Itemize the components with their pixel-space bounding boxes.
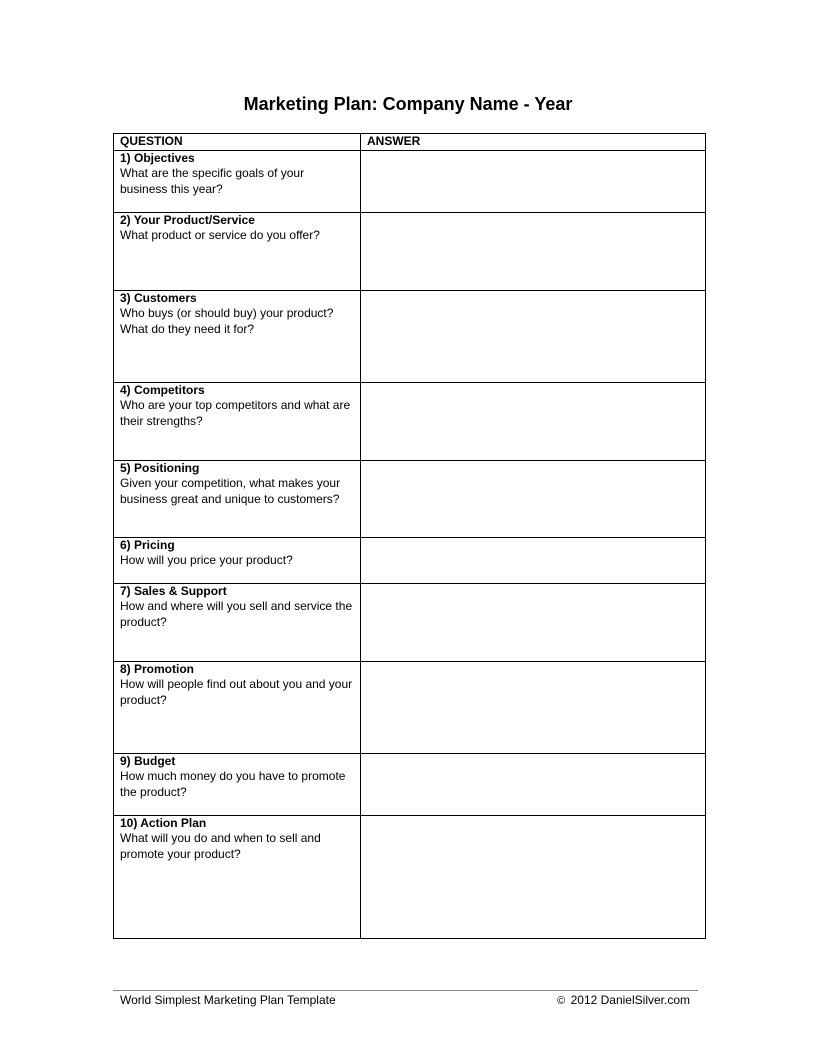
question-cell xyxy=(114,290,361,382)
table-row xyxy=(114,753,706,815)
question-cell xyxy=(114,583,361,661)
question-text: What product or service do you offer? xyxy=(120,228,320,242)
question-cell xyxy=(114,815,361,938)
answer-cell[interactable] xyxy=(361,661,706,753)
question-text: Who buys (or should buy) your product? What do they need it for? xyxy=(120,306,334,336)
question-text: Who are your top competitors and what are their strengths? xyxy=(120,398,351,428)
question-text: How will you price your product? xyxy=(120,553,293,567)
table-row xyxy=(114,382,706,460)
question-text: How and where will you sell and service the product? xyxy=(120,599,353,629)
question-cell xyxy=(114,661,361,753)
question-title: 4) Competitors xyxy=(120,382,205,397)
table-row xyxy=(114,290,706,382)
question-column-header: QUESTION xyxy=(114,134,361,151)
question-title: 5) Positioning xyxy=(120,460,200,475)
question-text: What are the specific goals of your business this year? xyxy=(120,166,305,196)
question-title: 2) Your Product/Service xyxy=(120,212,255,227)
question-title: 3) Customers xyxy=(120,290,197,305)
question-cell xyxy=(114,537,361,583)
table-row xyxy=(114,583,706,661)
answer-cell[interactable] xyxy=(361,460,706,537)
answer-cell[interactable] xyxy=(361,537,706,583)
answer-cell[interactable] xyxy=(361,753,706,815)
answer-cell[interactable] xyxy=(361,583,706,661)
table-row xyxy=(114,460,706,537)
question-text: How much money do you have to promote the product? xyxy=(120,769,346,799)
answer-cell[interactable] xyxy=(361,212,706,290)
answer-cell[interactable] xyxy=(361,382,706,460)
marketing-plan-table xyxy=(113,133,706,939)
question-title: 9) Budget xyxy=(120,753,176,768)
answer-cell[interactable] xyxy=(361,290,706,382)
page-title: Marketing Plan: Company Name - Year xyxy=(243,94,573,114)
footer-copyright xyxy=(557,993,690,1007)
footer-copyright-text: 2012 DanielSilver.com xyxy=(570,993,690,1007)
copyright-icon: © xyxy=(557,995,566,1007)
question-cell xyxy=(114,460,361,537)
question-title: 8) Promotion xyxy=(120,661,194,676)
question-title: 7) Sales & Support xyxy=(120,583,227,598)
footer-divider xyxy=(113,990,698,991)
table-header-row xyxy=(114,134,706,151)
answer-column-header: ANSWER xyxy=(361,134,706,151)
table-row xyxy=(114,212,706,290)
question-title: 10) Action Plan xyxy=(120,815,207,830)
table-row xyxy=(114,815,706,938)
question-title: 1) Objectives xyxy=(120,150,195,165)
question-cell xyxy=(114,150,361,212)
question-text: How will people find out about you and your product? xyxy=(120,677,353,707)
table-row xyxy=(114,537,706,583)
answer-cell[interactable] xyxy=(361,815,706,938)
answer-cell[interactable] xyxy=(361,150,706,212)
question-cell xyxy=(114,382,361,460)
question-title: 6) Pricing xyxy=(120,537,175,552)
footer-template-name: World Simplest Marketing Plan Template xyxy=(120,993,336,1007)
table-row xyxy=(114,661,706,753)
table-row xyxy=(114,150,706,212)
question-text: Given your competition, what makes your business great and unique to customers? xyxy=(120,476,341,506)
question-text: What will you do and when to sell and promote your product? xyxy=(120,831,321,861)
question-cell xyxy=(114,212,361,290)
question-cell xyxy=(114,753,361,815)
